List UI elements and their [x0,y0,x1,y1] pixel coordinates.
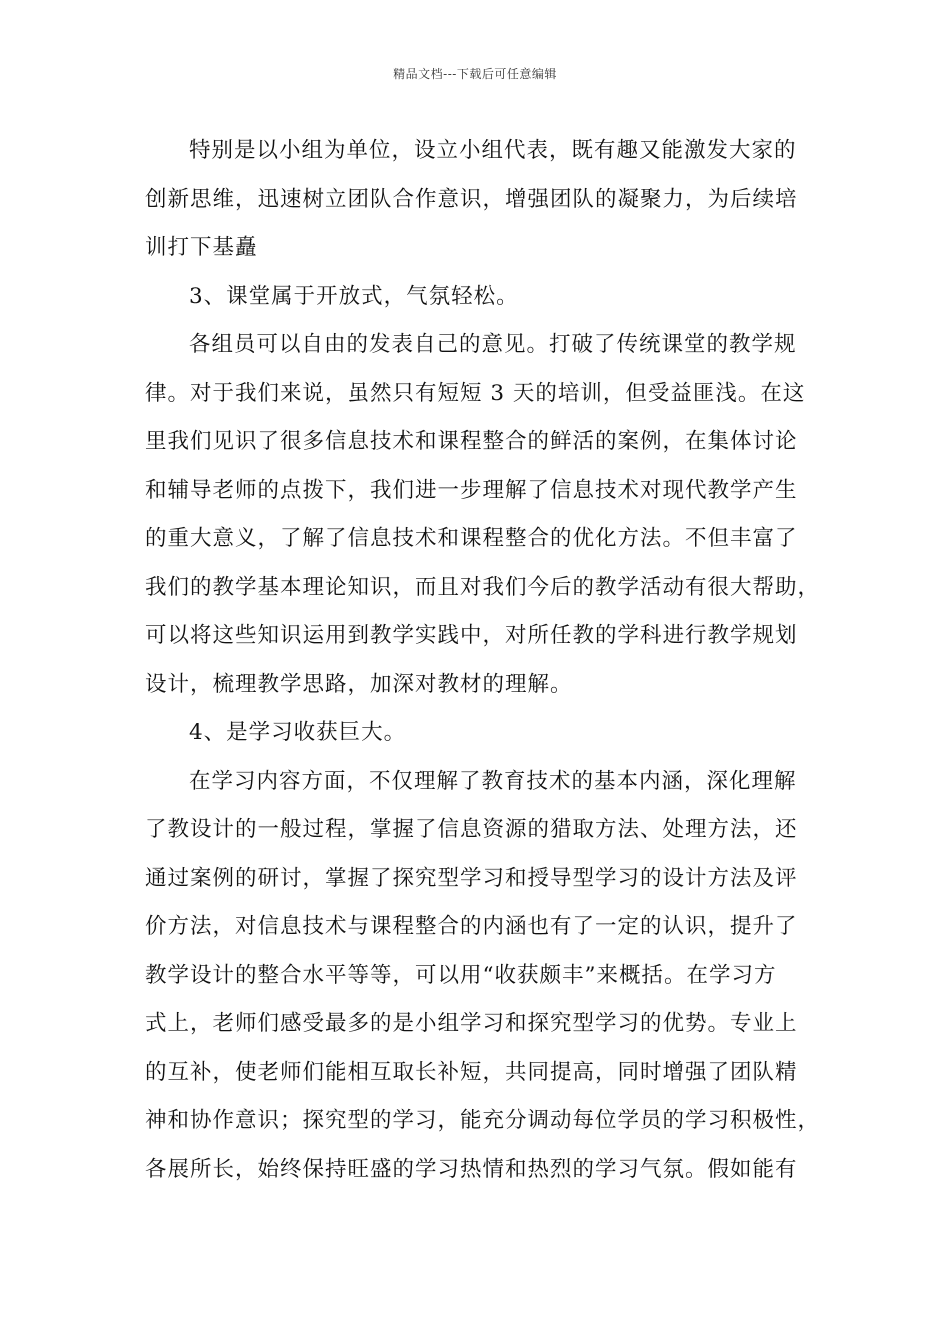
text-line: 通过案例的研讨，掌握了探究型学习和授导型学习的设计方法及评 [145,865,798,891]
text-line: 的重大意义，了解了信息技术和课程整合的优化方法。不但丰富了 [145,526,798,551]
text-line: 各展所长，始终保持旺盛的学习热情和热烈的学习气氛。假如能有 [145,1156,798,1182]
text-line: 3、课堂属于开放式，气氛轻松。 [189,283,519,309]
text-line: 可以将这些知识运用到教学实践中，对所任教的学科进行教学规划 [145,623,798,648]
text-line: 我们的教学基本理论知识，而且对我们今后的教学活动有很大帮助， [145,574,821,600]
document-body [145,127,825,1194]
text-line: 创新思维，迅速树立团队合作意识，增强团队的凝聚力，为后续培 [145,186,798,212]
text-line: 了教设计的一般过程，掌握了信息资源的猎取方法、处理方法，还 [145,817,798,842]
page-header: 精品文档---下载后可任意编辑 [393,67,557,81]
text-line: 4、是学习收获巨大。 [189,720,407,745]
text-line: 的互补，使老师们能相互取长补短，共同提高，同时增强了团队精 [145,1059,798,1085]
text-line: 设计，梳理教学思路，加深对教材的理解。 [145,671,573,697]
text-line: 和辅导老师的点拨下，我们进一步理解了信息技术对现代教学产生 [145,477,798,503]
text-line: 特别是以小组为单位，设立小组代表，既有趣又能激发大家的 [189,138,797,163]
text-line: 里我们见识了很多信息技术和课程整合的鲜活的案例，在集体讨论 [145,429,798,454]
text-line: 神和协作意识；探究型的学习，能充分调动每位学员的学习积极性， [145,1108,821,1133]
text-line: 教学设计的整合水平等等，可以用“收获颇丰”来概括。在学习方 [145,962,777,988]
text-line: 训打下基矗 [145,235,258,260]
text-line: 律。对于我们来说，虽然只有短短 3 天的培训，但受益匪浅。在这 [145,380,806,406]
text-line: 在学习内容方面，不仅理解了教育技术的基本内涵，深化理解 [189,768,797,794]
text-line: 式上，老师们感受最多的是小组学习和探究型学习的优势。专业上 [145,1011,798,1036]
text-line: 各组员可以自由的发表自己的意见。打破了传统课堂的教学规 [189,332,797,357]
text-line: 价方法，对信息技术与课程整合的内涵也有了一定的认识，提升了 [145,914,798,939]
